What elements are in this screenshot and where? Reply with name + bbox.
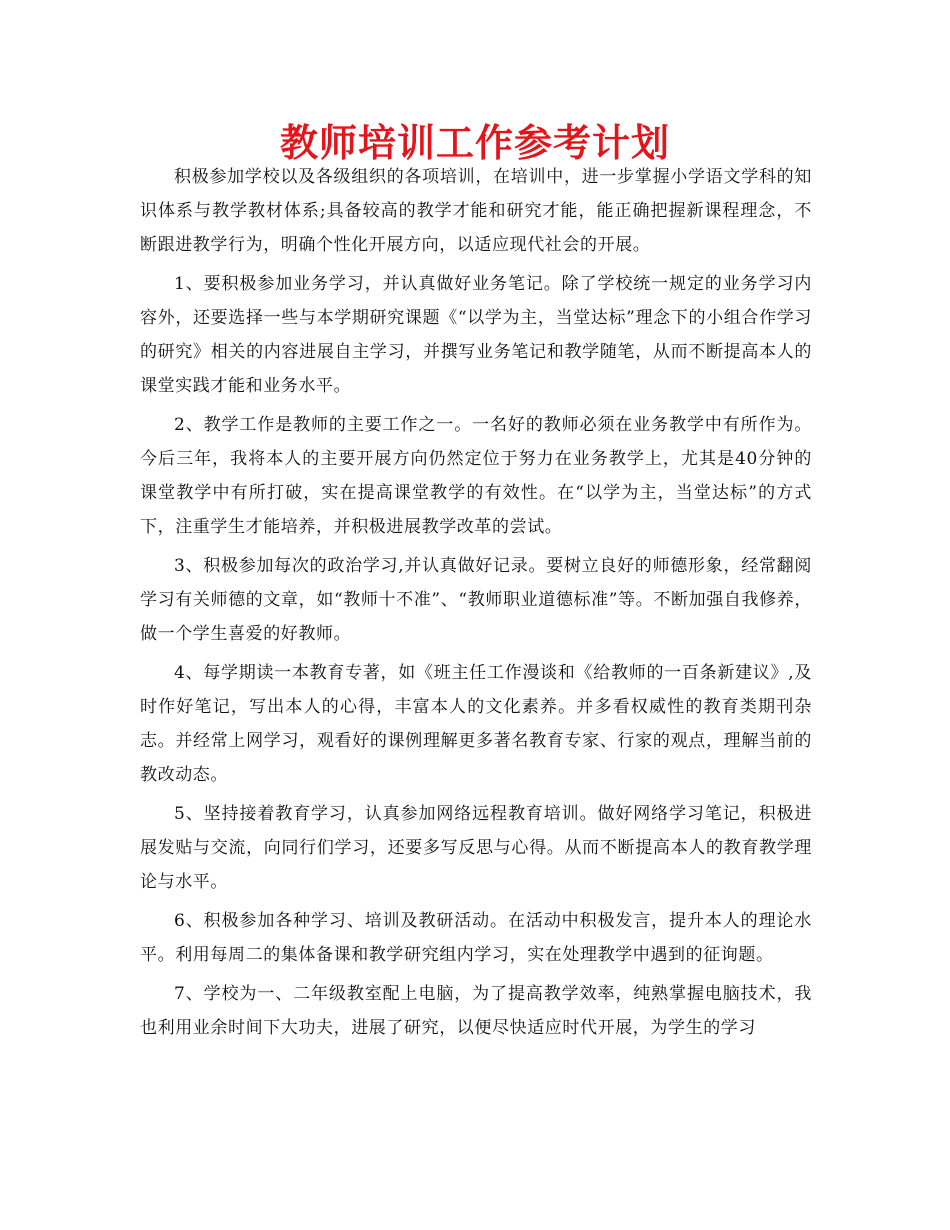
paragraph-item-3: 3、积极参加每次的政治学习,并认真做好记录。要树立良好的师德形象，经常翻阅学习有关师德的文章，如“教师十不准”、“教师职业道德标准”等。不断加强自我修养，做一个学生喜爱的好教师。 [140,556,812,644]
paragraph-item-2: 2、教学工作是教师的主要工作之一。一名好的教师必须在业务教学中有所作为。今后三年，我将本人的主要开展方向仍然定位于努力在业务教学上，尤其是40分钟的课堂教学中有所打破，实在提高课堂教学的有效性。在“以学为主，当堂达标”的方式下，注重学生才能培养，并积极进展教学改革的尝试。 [140,415,812,537]
paragraph-item-5: 5、坚持接着教育学习，认真参加网络远程教育培训。做好网络学习笔记，积极进展发贴与交流，向同行们学习，还要多写反思与心得。从而不断提高本人的教育教学理论与水平。 [140,804,812,892]
paragraph-intro: 积极参加学校以及各级组织的各项培训，在培训中，进一步掌握小学语文学科的知识体系与教学教材体系;具备较高的教学才能和研究才能，能正确把握新课程理念，不断跟进教学行为，明确个性化开展方向，以适应现代社会的开展。 [140,167,812,255]
paragraph-item-6: 6、积极参加各种学习、培训及教研活动。在活动中积极发言，提升本人的理论水平。利用每周二的集体备课和教学研究组内学习，实在处理教学中遇到的征询题。 [140,911,812,965]
paragraph-item-7: 7、学校为一、二年级教室配上电脑，为了提高教学效率，纯熟掌握电脑技术，我也利用业余时间下大功夫，进展了研究，以便尽快适应时代开展，为学生的学习 [140,984,812,1038]
paragraph-item-1: 1、要积极参加业务学习，并认真做好业务笔记。除了学校统一规定的业务学习内容外，还要选择一些与本学期研究课题《“以学为主，当堂达标”理念下的小组合作学习的研究》相关的内容进展自主学习，并撰写业务笔记和教学随笔，从而不断提高本人的课堂实践才能和业务水平。 [140,274,812,396]
document-title: 教师培训工作参考计划 [279,121,670,165]
document-body [140,160,812,1050]
paragraph-item-4: 4、每学期读一本教育专著，如《班主任工作漫谈和《给教师的一百条新建议》,及时作好笔记，写出本人的心得，丰富本人的文化素养。并多看权威性的教育类期刊杂志。并经常上网学习，观看好的课例理解更多著名教育专家、行家的观点，理解当前的教改动态。 [140,663,812,785]
